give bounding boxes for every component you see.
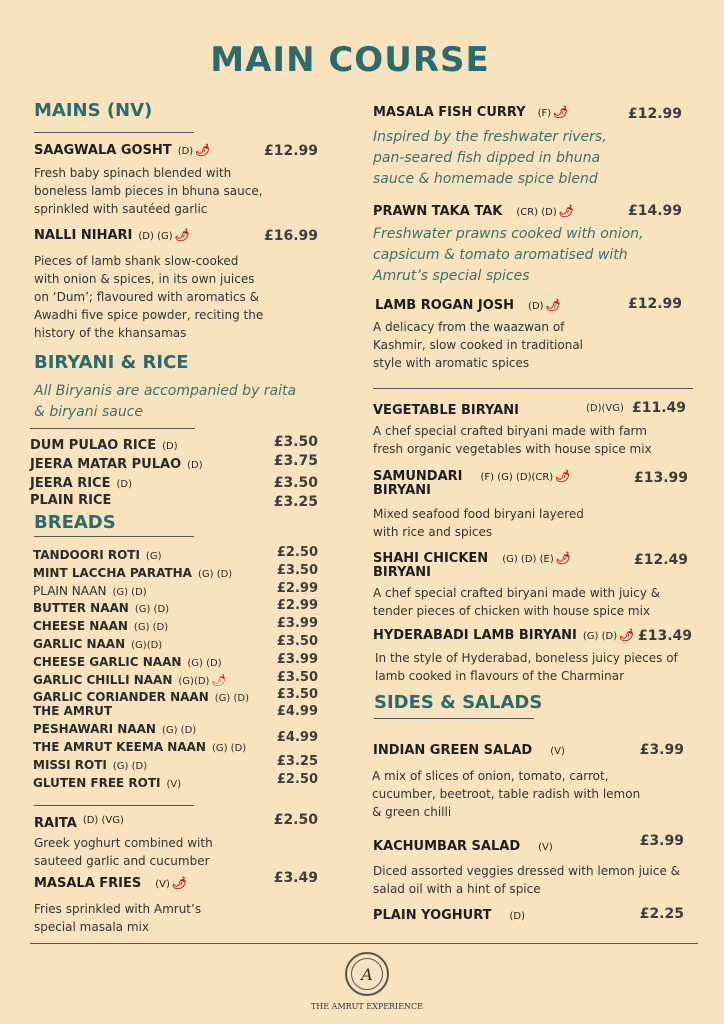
- menu-item-prawn-taka-tak: [373, 204, 574, 219]
- item-price: £4.99: [276, 704, 318, 720]
- item-price: £3.50: [276, 633, 318, 649]
- menu-item-vegetable-biryani: [373, 403, 519, 418]
- dietary-tags: (G) (D): [161, 725, 197, 737]
- list-item: [33, 580, 318, 598]
- item-name: GLUTEN FREE ROTI: [33, 775, 161, 790]
- dietary-tags: (D) (VG): [82, 815, 124, 826]
- item-name: MINT LACCHA PARATHA: [33, 565, 192, 580]
- dietary-tags: (G): [145, 551, 162, 562]
- menu-item-masala-fries: [34, 876, 187, 891]
- item-name: THE AMRUT KEEMA NAAN: [33, 740, 206, 755]
- item-description: A delicacy from the waazwan of Kashmir, slow cooked in traditional style with aromatic spices: [373, 320, 583, 370]
- item-name: CHEESE GARLIC NAAN: [33, 654, 182, 669]
- item-price: £12.99: [627, 296, 682, 312]
- dietary-tags: (D): [187, 460, 203, 471]
- divider: [374, 718, 534, 719]
- menu-item-lamb-rogan-josh: [375, 298, 561, 313]
- list-item: [30, 489, 320, 510]
- item-price: £3.50: [273, 475, 318, 491]
- item-price: £3.49: [273, 870, 318, 886]
- page-title: MAIN COURSE: [210, 40, 490, 80]
- menu-item-hyderabadi-lamb-biryani: [373, 628, 634, 643]
- item-price: £3.50: [276, 669, 318, 685]
- menu-item-nalli-nihari: [34, 228, 190, 243]
- chili-icon: 🌶: [553, 105, 569, 119]
- item-name: PLAIN NAAN: [33, 583, 107, 598]
- item-price: £12.99: [627, 106, 682, 122]
- item-price: £2.50: [273, 812, 318, 828]
- item-name-line-1: SAMUNDARI: [373, 469, 463, 484]
- item-description: Fries sprinkled with Amrut’s special masala mix: [34, 902, 202, 934]
- chili-icon: 🌶: [619, 628, 635, 642]
- item-price: £3.99: [639, 833, 684, 849]
- item-description: Mixed seafood food biryani layered with rice and spices: [373, 507, 584, 539]
- item-price: £4.99: [276, 730, 318, 746]
- menu-item-plain-yoghurt: [373, 908, 525, 923]
- dietary-tags: (D) (G): [138, 231, 173, 242]
- item-price: £11.49: [631, 400, 686, 416]
- dietary-tags: (G) (D): [134, 604, 170, 616]
- item-price: £13.49: [637, 628, 692, 644]
- menu-item-saagwala-gosht: [34, 143, 210, 158]
- item-name: MASALA FISH CURRY: [373, 105, 526, 120]
- item-price: £2.50: [276, 771, 318, 787]
- item-name: GARLIC CORIANDER NAAN: [33, 690, 209, 705]
- item-price: £2.25: [639, 906, 684, 922]
- breads-list: [33, 544, 318, 790]
- item-description: Pieces of lamb shank slow-cooked with onion & spices, in its own juices on ‘Dum’; flavoured with aromatics & Awadhi five spice powder, reciting the history of the khansamas: [34, 254, 264, 340]
- dietary-tags: (G)(D): [178, 675, 210, 687]
- menu-item-indian-green-salad: [373, 743, 565, 758]
- chili-icon: 🌶: [211, 672, 227, 687]
- item-description: Diced assorted veggies dressed with lemon juice & salad oil with a hint of spice: [373, 864, 680, 896]
- item-price: £2.99: [276, 598, 318, 614]
- chili-icon: 🌶: [555, 469, 571, 483]
- list-item: [30, 472, 320, 489]
- logo-monogram: A: [351, 958, 383, 990]
- item-price: £13.99: [633, 470, 688, 486]
- item-name: INDIAN GREEN SALAD: [373, 743, 533, 758]
- divider: [34, 805, 194, 806]
- list-item: [30, 434, 320, 453]
- chili-icon: 🌶: [545, 298, 561, 312]
- list-item: [33, 754, 318, 772]
- item-name: PRAWN TAKA TAK: [373, 204, 503, 219]
- item-description: A chef special crafted biryani made with farm fresh organic vegetables with house spice mix: [373, 424, 652, 456]
- item-price: £3.75: [273, 453, 318, 469]
- footer-divider: [30, 943, 698, 944]
- item-description: A chef special crafted biryani made with juicy & tender pieces of chicken with house spice mix: [373, 586, 661, 618]
- item-price: £3.99: [639, 742, 684, 758]
- item-description: In the style of Hyderabad, boneless juicy pieces of lamb cooked in flavours of the Charminar: [375, 651, 678, 683]
- item-name: KACHUMBAR SALAD: [373, 839, 521, 854]
- item-name: GARLIC NAAN: [33, 636, 126, 651]
- item-description: Freshwater prawns cooked with onion, capsicum & tomato aromatised with Amrut’s special spices: [373, 226, 644, 284]
- chili-icon: 🌶: [558, 204, 574, 218]
- dietary-tags: (D): [528, 301, 544, 312]
- dietary-tags: (G) (D): [187, 657, 222, 669]
- item-description: A mix of slices of onion, tomato, carrot, cucumber, beetroot, table radish with lemon & green chilli: [372, 769, 641, 819]
- item-name-line-2: BIRYANI: [373, 483, 431, 498]
- list-item: [33, 544, 318, 562]
- item-name: TANDOORI ROTI: [33, 548, 140, 562]
- divider: [34, 536, 194, 537]
- chili-icon: 🌶: [555, 551, 571, 565]
- menu-item-samundari-biryani: [373, 469, 570, 498]
- item-name: GARLIC CHILLI NAAN: [33, 672, 173, 687]
- item-name: JEERA MATAR PULAO: [30, 457, 182, 472]
- item-name: PLAIN RICE: [30, 493, 112, 508]
- item-price: £12.49: [633, 552, 688, 568]
- menu-item-masala-fish-curry: [373, 105, 568, 120]
- section-heading-mains: MAINS (NV): [34, 100, 153, 121]
- item-price: £3.50: [273, 434, 318, 450]
- item-price: £16.99: [263, 228, 318, 244]
- item-price: £3.25: [273, 494, 318, 510]
- chili-icon: 🌶: [171, 876, 188, 890]
- brand-name: THE AMRUT EXPERIENCE: [310, 1002, 424, 1011]
- dietary-tags: (F): [537, 108, 552, 119]
- dietary-tags: (V): [166, 778, 182, 790]
- item-name-line-2: BIRYANI: [373, 565, 431, 580]
- menu-item-shahi-chicken-biryani: [373, 551, 571, 580]
- list-item: [33, 597, 318, 615]
- rice-list: [30, 434, 320, 510]
- dietary-tags: (G) (D): [133, 622, 169, 634]
- list-item: [33, 730, 318, 755]
- item-price: £3.99: [276, 616, 318, 632]
- item-name: NALLI NIHARI: [34, 228, 133, 243]
- list-item: [33, 669, 318, 687]
- dietary-tags: (D): [177, 146, 194, 157]
- item-price: £3.50: [276, 687, 318, 703]
- dietary-tags: (F) (G) (D)(CR): [480, 472, 554, 483]
- dietary-tags: (G) (D): [112, 760, 148, 772]
- item-price: £12.99: [263, 143, 318, 159]
- item-price: £3.99: [276, 651, 318, 667]
- list-item: [33, 772, 318, 790]
- dietary-tags: (V): [155, 879, 170, 890]
- item-description: Inspired by the freshwater rivers, pan-seared fish dipped in bhuna sauce & homemade spice blend: [373, 129, 607, 187]
- item-name: BUTTER NAAN: [33, 601, 129, 616]
- item-name-line-1: SHAHI CHICKEN: [373, 551, 489, 566]
- item-name: LAMB ROGAN JOSH: [375, 298, 515, 313]
- item-price: £2.50: [276, 545, 318, 560]
- item-name: HYDERABADI LAMB BIRYANI: [373, 628, 577, 643]
- dietary-tags: (D)(VG): [586, 403, 624, 414]
- list-item: [33, 686, 318, 704]
- item-name: SAAGWALA GOSHT: [34, 143, 172, 158]
- list-item: [33, 633, 318, 651]
- item-price: £3.25: [276, 753, 318, 769]
- dietary-tags: (G)(D): [131, 639, 163, 651]
- dietary-tags: (G) (D): [582, 631, 618, 642]
- item-name-line-2: PESHAWARI NAAN: [33, 722, 156, 737]
- chili-icon: 🌶: [174, 228, 190, 242]
- dietary-tags: (CR) (D): [516, 207, 557, 218]
- item-description: Fresh baby spinach blended with boneless lamb pieces in bhuna sauce, sprinkled with sautéed garlic: [34, 166, 263, 216]
- item-name: MASALA FRIES: [34, 876, 142, 891]
- item-name: DUM PULAO RICE: [30, 438, 157, 453]
- dietary-tags: (G) (D): [211, 743, 247, 755]
- item-price: £3.50: [276, 562, 318, 578]
- item-name: CHEESE NAAN: [33, 619, 128, 634]
- dietary-tags: (G) (D) (E): [502, 554, 554, 565]
- item-price: £14.99: [627, 203, 682, 219]
- chili-icon: 🌶: [195, 143, 211, 157]
- item-price: £2.99: [276, 580, 318, 596]
- divider: [30, 428, 195, 429]
- dietary-tags: (G) (D): [214, 693, 249, 705]
- item-name: JEERA RICE: [30, 476, 111, 491]
- list-item: [33, 615, 318, 633]
- dietary-tags: (D): [116, 479, 132, 490]
- divider: [34, 132, 194, 133]
- dietary-tags: (V): [550, 746, 565, 757]
- list-item: [33, 651, 318, 669]
- menu-item-raita: [34, 815, 124, 831]
- dietary-tags: (G) (D): [112, 586, 147, 598]
- list-item: [33, 562, 318, 580]
- item-name-line-1: THE AMRUT: [33, 704, 113, 719]
- dietary-tags: (D): [162, 441, 178, 452]
- menu-item-kachumbar-salad: [373, 839, 553, 854]
- item-name: VEGETABLE BIRYANI: [373, 403, 520, 418]
- item-description: Greek yoghurt combined with sauteed garlic and cucumber: [34, 836, 213, 868]
- divider: [373, 388, 693, 389]
- dietary-tags: (G) (D): [197, 568, 233, 580]
- item-name: PLAIN YOGHURT: [373, 908, 492, 923]
- section-heading-biryani-rice: BIRYANI & RICE: [34, 352, 189, 373]
- item-name: MISSI ROTI: [33, 757, 107, 772]
- section-heading-sides-salads: SIDES & SALADS: [374, 692, 543, 713]
- section-heading-breads: BREADS: [34, 512, 116, 533]
- dietary-tags: (V): [538, 842, 553, 853]
- brand-logo: [345, 952, 389, 996]
- biryani-note: All Biryanis are accompanied by raita & biryani sauce: [34, 383, 297, 420]
- dietary-tags: (D): [509, 911, 526, 922]
- list-item: [30, 453, 320, 472]
- item-name: RAITA: [34, 816, 77, 831]
